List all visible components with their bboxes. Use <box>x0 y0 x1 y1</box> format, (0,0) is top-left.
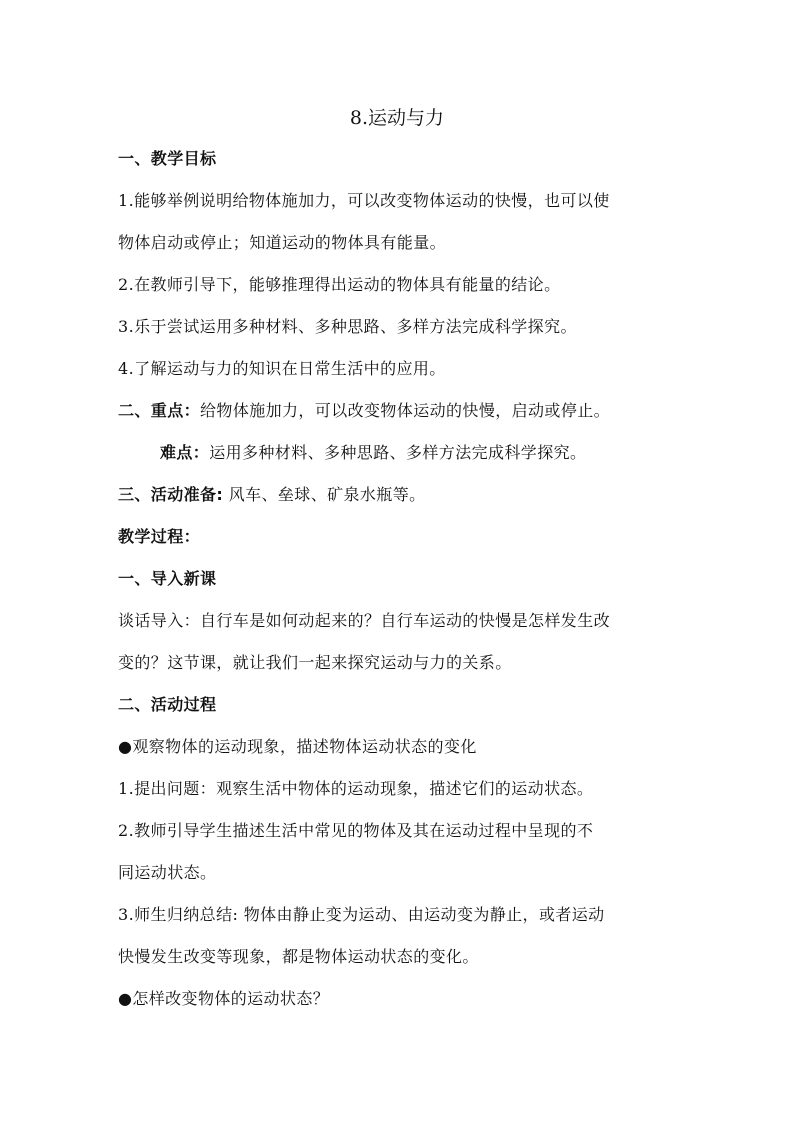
activity-heading: 二、活动过程 <box>118 695 217 714</box>
objective-3: 3.乐于尝试运用多种材料、多种思路、多样方法完成科学探究。 <box>118 317 577 336</box>
objective-4: 4.了解运动与力的知识在日常生活中的应用。 <box>118 359 446 378</box>
bullet-observe: ●观察物体的运动现象，描述物体运动状态的变化 <box>118 737 477 756</box>
bullet-change-state: ●怎样改变物体的运动状态？ <box>118 989 330 1008</box>
step-2-line-2: 同运动状态。 <box>118 863 217 882</box>
step-2-line-1: 2.教师引导学生描述生活中常见的物体及其在运动过程中呈现的不 <box>118 821 594 840</box>
objective-2: 2.在教师引导下，能够推理得出运动的物体具有能量的结论。 <box>118 275 561 294</box>
key-points-row <box>118 398 688 424</box>
intro-heading: 一、导入新课 <box>118 569 217 588</box>
intro-line-1: 谈话导入：自行车是如何动起来的？自行车运动的快慢是怎样发生改 <box>118 611 611 630</box>
key-points-label: 二、重点： <box>118 401 201 420</box>
key-points-text: 给物体施加力，可以改变物体运动的快慢，启动或停止。 <box>200 401 611 420</box>
preparation-text: 风车、垒球、矿泉水瓶等。 <box>223 485 426 504</box>
preparation-row <box>118 482 688 508</box>
process-heading: 教学过程： <box>118 527 201 546</box>
difficulty-label: 难点： <box>160 443 210 462</box>
difficulty-text: 运用多种材料、多种思路、多样方法完成科学探究。 <box>209 443 587 462</box>
objective-1-line-1: 1.能够举例说明给物体施加力，可以改变物体运动的快慢，也可以使 <box>118 191 610 210</box>
step-3-line-1: 3.师生归纳总结: 物体由静止变为运动、由运动变为静止，或者运动 <box>118 905 605 924</box>
step-3-line-2: 快慢发生改变等现象，都是物体运动状态的变化。 <box>118 947 479 966</box>
page-title: 8.运动与力 <box>349 107 445 129</box>
objective-1-line-2: 物体启动或停止；知道运动的物体具有能量。 <box>118 233 447 252</box>
step-1: 1.提出问题：观察生活中物体的运动现象，描述它们的运动状态。 <box>118 779 594 798</box>
preparation-label: 三、活动准备: <box>118 485 224 504</box>
objectives-heading: 一、教学目标 <box>118 149 217 168</box>
difficulty-row <box>160 440 730 466</box>
intro-line-2: 变的？这节课，就让我们一起来探究运动与力的关系。 <box>118 653 512 672</box>
